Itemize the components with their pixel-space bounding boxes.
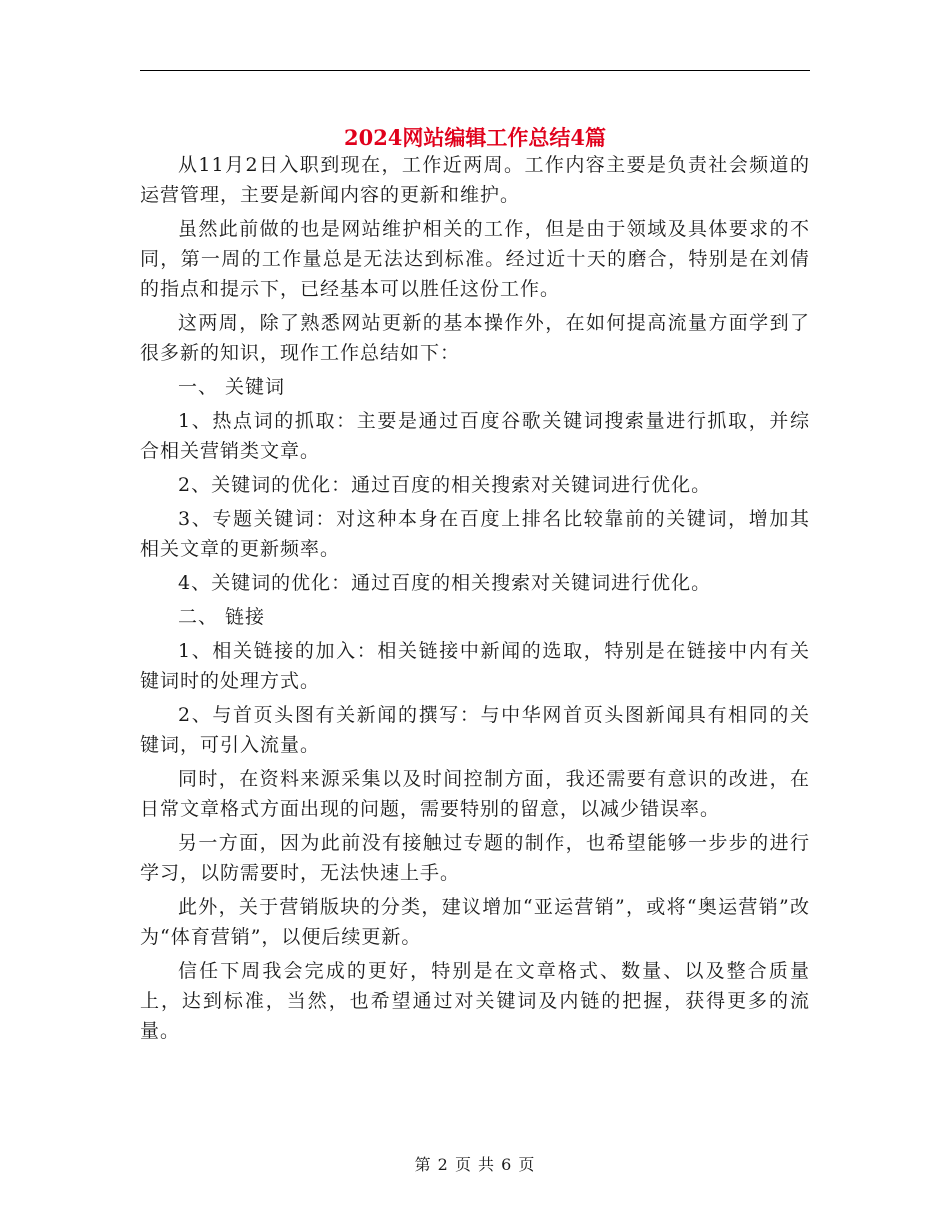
section-heading-links: 二、 链接	[178, 606, 266, 628]
list-item-keyword-4: 4、关键词的优化：通过百度的相关搜索对关键词进行优化。	[178, 572, 712, 594]
document-title: 2024网站编辑工作总结4篇	[343, 125, 607, 151]
paragraph-3: 这两周，除了熟悉网站更新的基本操作外，在如何提高流量方面学到了很多新的知识，现作工作总结如下：	[140, 312, 810, 364]
paragraph-1: 从11月2日入职到现在，工作近两周。工作内容主要是负责社会频道的运营管理，主要是新闻内容的更新和维护。	[140, 154, 810, 206]
list-item-keyword-2: 2、关键词的优化：通过百度的相关搜索对关键词进行优化。	[178, 474, 712, 496]
list-item-keyword-1: 1、热点词的抓取：主要是通过百度谷歌关键词搜索量进行抓取，并综合相关营销类文章。	[140, 410, 810, 462]
document-body	[140, 150, 810, 1050]
paragraph-improvement: 同时，在资料来源采集以及时间控制方面，我还需要有意识的改进，在日常文章格式方面出现的问题，需要特别的留意，以减少错误率。	[140, 768, 810, 820]
paragraph-conclusion: 信任下周我会完成的更好，特别是在文章格式、数量、以及整合质量上，达到标准，当然，也希望通过对关键词及内链的把握，获得更多的流量。	[140, 960, 810, 1042]
page-footer: 第 2 页 共 6 页	[414, 1155, 536, 1174]
list-item-keyword-3: 3、专题关键词：对这种本身在百度上排名比较靠前的关键词，增加其相关文章的更新频率。	[140, 508, 810, 560]
paragraph-marketing: 此外，关于营销版块的分类，建议增加“亚运营销”，或将“奥运营销”改为“体育营销”，以便后续更新。	[140, 896, 810, 948]
section-heading-keywords: 一、 关键词	[178, 376, 286, 398]
list-item-link-2: 2、与首页头图有关新闻的撰写：与中华网首页头图新闻具有相同的关键词，可引入流量。	[140, 704, 810, 756]
paragraph-topics: 另一方面，因为此前没有接触过专题的制作，也希望能够一步步的进行学习，以防需要时，无法快速上手。	[140, 832, 810, 884]
paragraph-2: 虽然此前做的也是网站维护相关的工作，但是由于领域及具体要求的不同，第一周的工作量总是无法达到标准。经过近十天的磨合，特别是在刘倩的指点和提示下，已经基本可以胜任这份工作。	[140, 218, 810, 300]
header-rule	[140, 70, 810, 71]
list-item-link-1: 1、相关链接的加入：相关链接中新闻的选取，特别是在链接中内有关键词时的处理方式。	[140, 640, 810, 692]
